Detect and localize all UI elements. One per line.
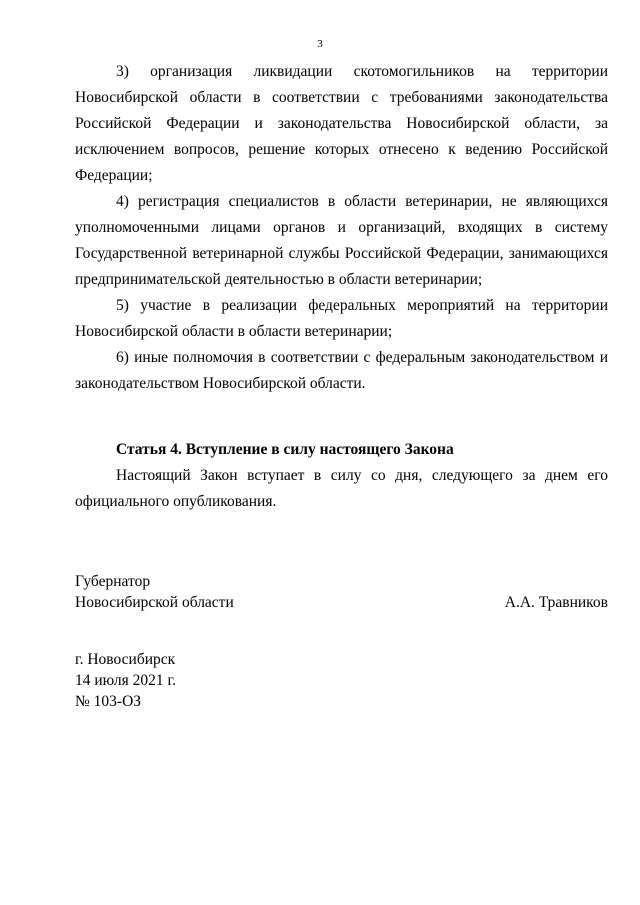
- paragraph-item-4: 4) регистрация специалистов в области ветеринарии, не являющихся уполномоченными лицами органов и организаций, входящих в систему Государственной ветеринарной службы Российской Федерации, занимающихся предпринимательской деятельностью в области ветеринарии;: [75, 193, 608, 288]
- document-body: [75, 59, 608, 515]
- signatory-region: Новосибирской области: [75, 594, 234, 611]
- signatory-title: Губернатор: [75, 573, 151, 590]
- paragraph-item-6: 6) иные полномочия в соответствии с федеральным законодательством и законодательством Новосибирской области.: [75, 349, 608, 392]
- signatory-name: А.А. Травников: [504, 594, 608, 611]
- signature-row: [75, 592, 608, 613]
- article-heading: Статья 4. Вступление в силу настоящего Закона: [116, 441, 454, 458]
- date: 14 июля 2021 г.: [75, 672, 176, 689]
- city: г. Новосибирск: [75, 651, 176, 668]
- signature-block: [75, 571, 608, 613]
- law-number: № 103-ОЗ: [75, 693, 142, 710]
- paragraph-item-3: 3) организация ликвидации скотомогильников на территории Новосибирской области в соответствии с требованиями законодательства Российской Федерации и законодательства Новосибирской области, за исключением вопросов, решение которых отнесено к ведению Российской Федерации;: [75, 63, 608, 184]
- place-date-block: [75, 649, 176, 712]
- article-text: Настоящий Закон вступает в силу со дня, следующего за днем его официального опубликования.: [75, 467, 608, 510]
- page-number: 3: [317, 38, 323, 50]
- paragraph-item-5: 5) участие в реализации федеральных мероприятий на территории Новосибирской области в области ветеринарии;: [75, 297, 608, 340]
